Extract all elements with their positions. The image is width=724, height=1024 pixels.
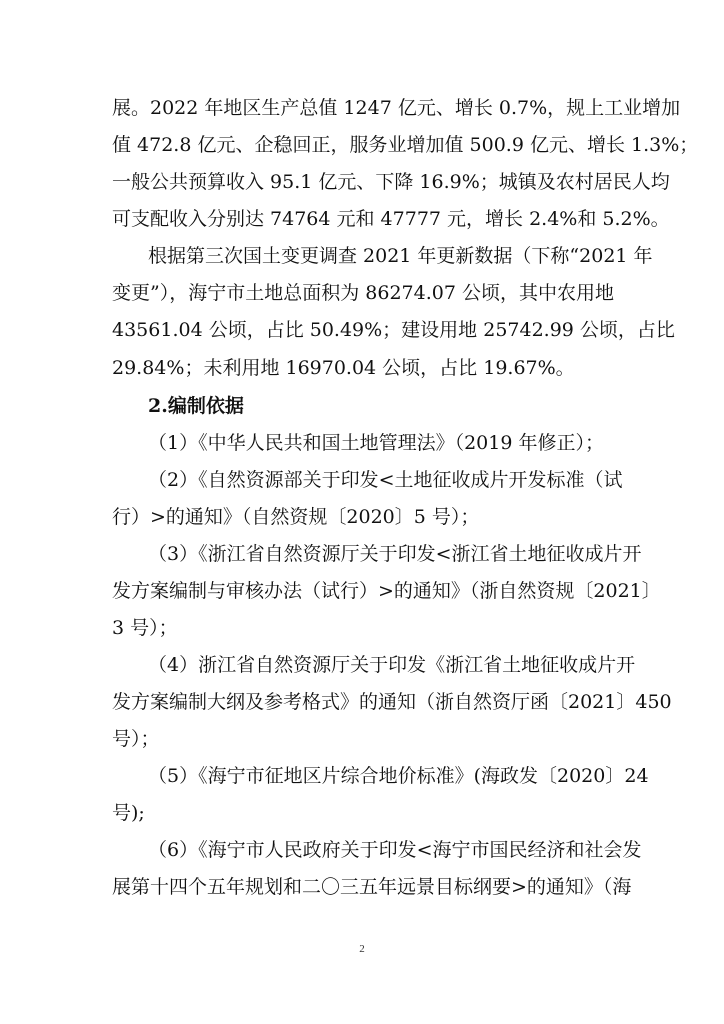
text-line-2: 值 472.8 亿元、企稳回正，服务业增加值 500.9 亿元、增长 1.3%； [112,134,699,156]
text-line-21: （6）《海宁市人民政府关于印发<海宁市国民经济和社会发 [148,839,642,861]
text-line-22: 展第十四个五年规划和二〇三五年远景目标纲要>的通知》（海 [112,876,632,898]
text-line-5: 根据第三次国土变更调查 2021 年更新数据（下称“2021 年 [148,245,653,267]
text-line-15: 3 号）； [112,617,178,639]
text-line-4: 可支配收入分别达 74764 元和 47777 元，增长 2.4%和 5.2%。 [112,208,670,230]
text-line-6: 变更”），海宁市土地总面积为 86274.07 公顷，其中农用地 [112,282,614,304]
text-line-10: （1）《中华人民共和国土地管理法》（2019 年修正）； [148,432,604,454]
text-line-7: 43561.04 公顷，占比 50.49%；建设用地 25742.99 公顷，占比 [112,319,675,341]
text-line-1: 展。2022 年地区生产总值 1247 亿元、增长 0.7%，规上工业增加 [112,97,681,119]
text-line-14: 发方案编制与审核办法（试行）>的通知》（浙自然资规〔2021〕 [112,580,661,602]
text-line-8: 29.84%；未利用地 16970.04 公顷，占比 19.67%。 [112,357,575,379]
text-line-17: 发方案编制大纲及参考格式》的通知（浙自然资厅函〔2021〕450 [112,691,672,713]
text-line-20: 号); [112,802,145,824]
text-line-18: 号）； [112,728,160,750]
text-line-13: （3）《浙江省自然资源厅关于印发<浙江省土地征收成片开 [148,543,642,565]
text-line-3: 一般公共预算收入 95.1 亿元、下降 16.9%；城镇及农村居民人均 [112,171,670,193]
text-line-12: 行）>的通知》（自然资规〔2020〕5 号）； [112,506,480,528]
text-line-16: （4）浙江省自然资源厅关于印发《浙江省土地征收成片开 [148,654,636,676]
page-number: 2 [359,943,365,955]
text-line-11: （2）《自然资源部关于印发<土地征收成片开发标准（试 [148,469,623,491]
section-heading: 2.编制依据 [148,395,244,417]
text-line-19: （5）《海宁市征地区片综合地价标准》(海政发〔2020〕24 [148,765,649,787]
